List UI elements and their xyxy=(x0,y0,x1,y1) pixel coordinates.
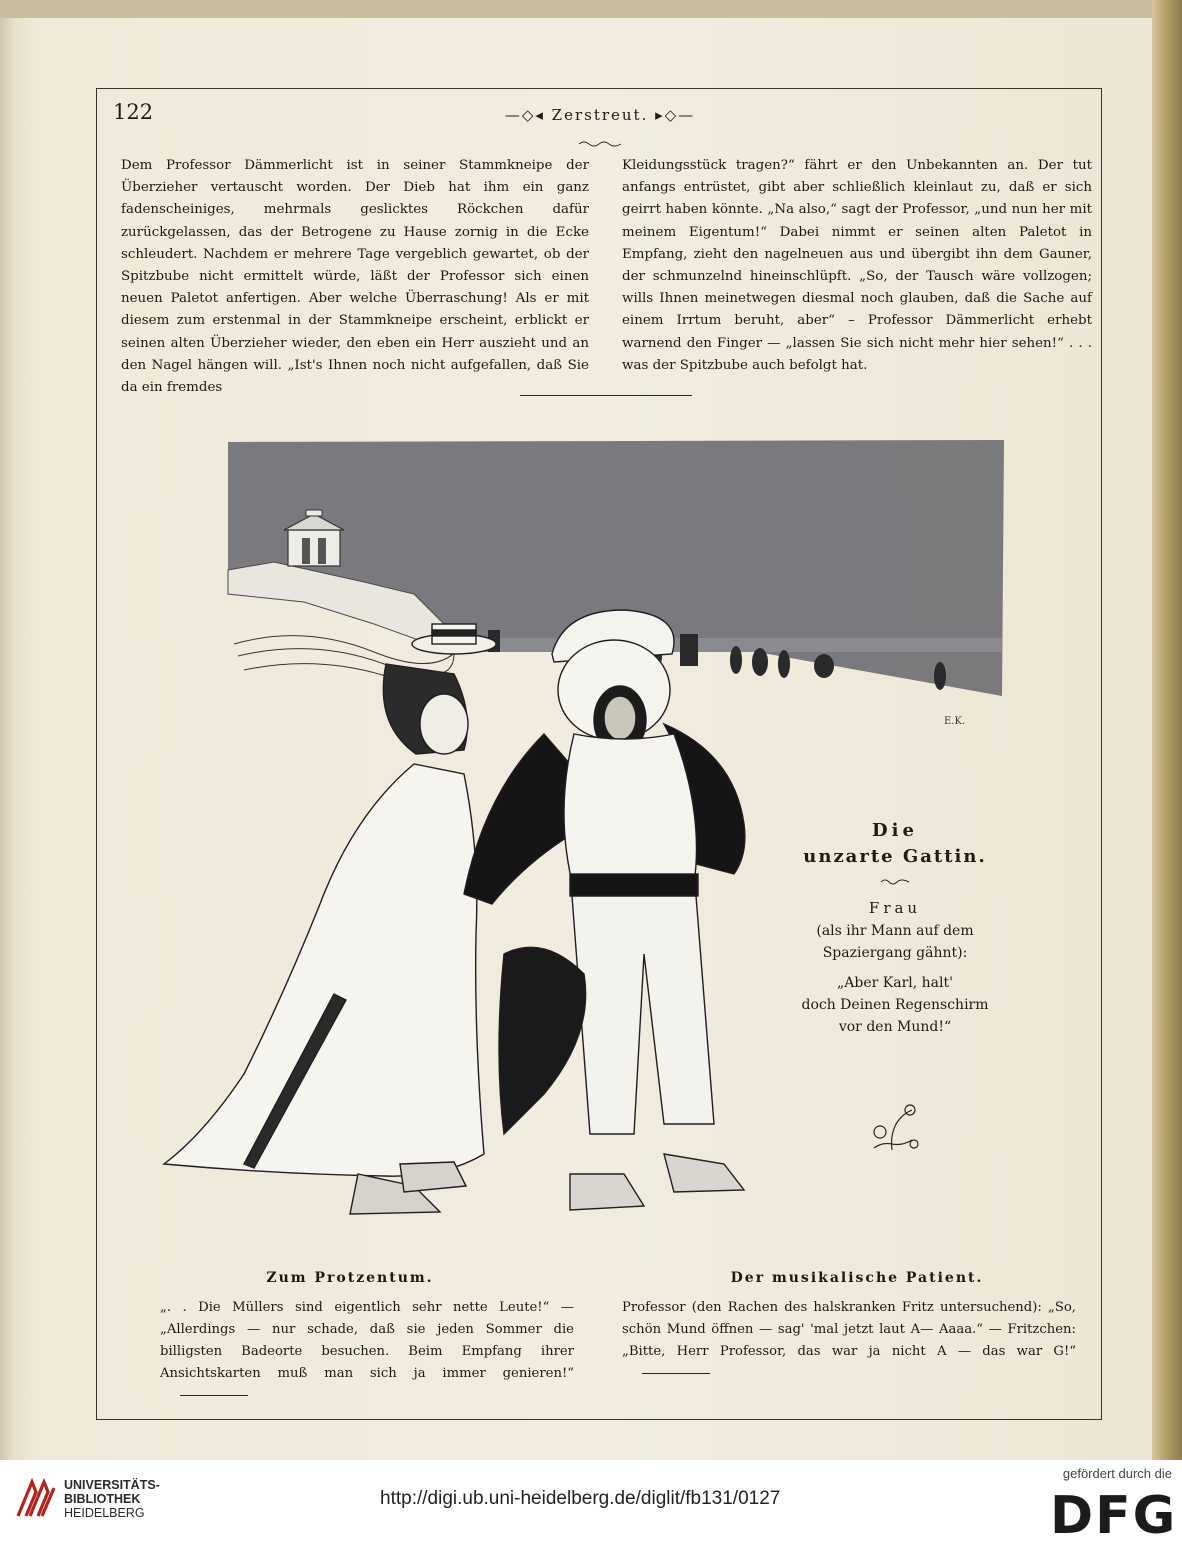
library-name[interactable] xyxy=(64,1478,160,1520)
woman-figure xyxy=(164,624,496,1214)
caption-quote-line: „Aber Karl, halt' xyxy=(837,975,953,991)
end-rule xyxy=(642,1373,710,1374)
story-right-column: Kleidungsstück tragen?“ fährt er den Unbekannten an. Der tut anfangs entrüstet, gibt aber schließlich kleinlaut zu, daß er sich geirrt haben könnte. „Na also,“ sagt der Professor, „und nun her mit meinem Eigentum!“ Dabei nimmt er seinen alten Paletot in Empfang, zieht den nagelneuen aus und übergibt ihn dem Gauner, der schmunzelnd hineinschlüpft. „So, der Tausch wäre vollzogen; wills Ihnen meinetwegen diesmal noch glauben, daß die Sache auf einem Irrtum beruht, aber“ – Professor Dämmerlicht erhebt warnend den Finger — „lassen Sie sich nicht mehr hier sehen!“ . . . was der Spitzbube auch befolgt hat. xyxy=(622,158,1092,373)
library-logo-icon[interactable] xyxy=(14,1476,58,1520)
page-top-edge xyxy=(0,0,1182,18)
caption-stage-direction: (als ihr Mann auf dem xyxy=(816,923,974,939)
anecdote-title-left: Zum Protzentum. xyxy=(266,1270,434,1286)
anecdote-text-left xyxy=(160,1297,574,1407)
man-figure xyxy=(464,610,745,1210)
anecdote-body-left: „. . Die Müllers sind eigentlich sehr nette Leute!“ — „Allerdings — nur schade, daß sie jeden Sommer die billigsten Badeorte besuchen. Beim Empfang ihrer Ansichtskarten muß man sich ja immer genieren!“ xyxy=(160,1300,574,1381)
anecdote-title-right: Der musikalische Patient. xyxy=(730,1270,984,1286)
permalink-url[interactable]: http://digi.ub.uni-heidelberg.de/diglit/fb131/0127 xyxy=(380,1488,781,1509)
story-left-column: Dem Professor Dämmerlicht ist in seiner Stammkneipe der Überzieher vertauscht worden. Der Dieb hat ihm ein ganz fadenscheiniges, mehrmals geslicktes Röckchen dafür zurückgelassen, das der Betrogene zu Hause zornig in die Ecke schleudert. Nachdem er mehrere Tage vergeblich gewartet, ob der Spitzbube nicht ermittelt würde, läßt der Professor sich einen neuen Paletot anfertigen. Aber welche Überraschung! Als er mit diesem zum erstenmal in der Stammkneipe erscheint, erblickt er seinen alten Überzieher wieder, den eben ein Herr auszieht und an den Nagel hängen will. „Ist's Ihnen noch nicht aufgefallen, daß Sie da ein fremdes xyxy=(121,158,589,396)
library-name-line: UNIVERSITÄTS- xyxy=(64,1478,160,1492)
library-name-line: HEIDELBERG xyxy=(64,1506,145,1520)
viewer-footer xyxy=(0,1460,1182,1558)
caption-speaker: Frau xyxy=(868,899,922,917)
running-title: —◇◂ Zerstreut. ▸◇— xyxy=(504,106,696,124)
funding-label: gefördert durch die xyxy=(1062,1466,1172,1481)
end-rule xyxy=(180,1395,248,1396)
cartoon-caption xyxy=(792,818,998,1038)
anecdote-text-right xyxy=(622,1297,1076,1385)
artist-signature: E.K. xyxy=(944,716,966,727)
caption-stage-direction-continued: Spaziergang gähnt): xyxy=(822,945,968,961)
library-name-line: BIBLIOTHEK xyxy=(64,1492,141,1506)
caption-quote-line: vor den Mund!“ xyxy=(838,1019,952,1035)
page-right-edge xyxy=(1152,0,1182,1460)
caption-ornament-icon xyxy=(880,878,910,886)
flower-ornament-icon xyxy=(862,1100,922,1160)
caption-quote-line: doch Deinen Regenschirm xyxy=(801,997,989,1013)
caption-title-continued: unzarte Gattin. xyxy=(803,846,987,867)
page-number: 122 xyxy=(113,100,154,124)
section-divider xyxy=(520,395,692,396)
dfg-logo[interactable]: DFG xyxy=(1050,1486,1178,1546)
caption-title: Die xyxy=(872,820,918,841)
title-ornament-icon xyxy=(578,140,622,148)
anecdote-body-right: Professor (den Rachen des halskranken Fritz untersuchend): „So, schön Mund öffnen — sag' 'mal jetzt laut A— Aaaa.“ — Fritzchen: „Bitte, Herr Professor, das war ja nicht A — das war G!“ xyxy=(622,1300,1076,1359)
